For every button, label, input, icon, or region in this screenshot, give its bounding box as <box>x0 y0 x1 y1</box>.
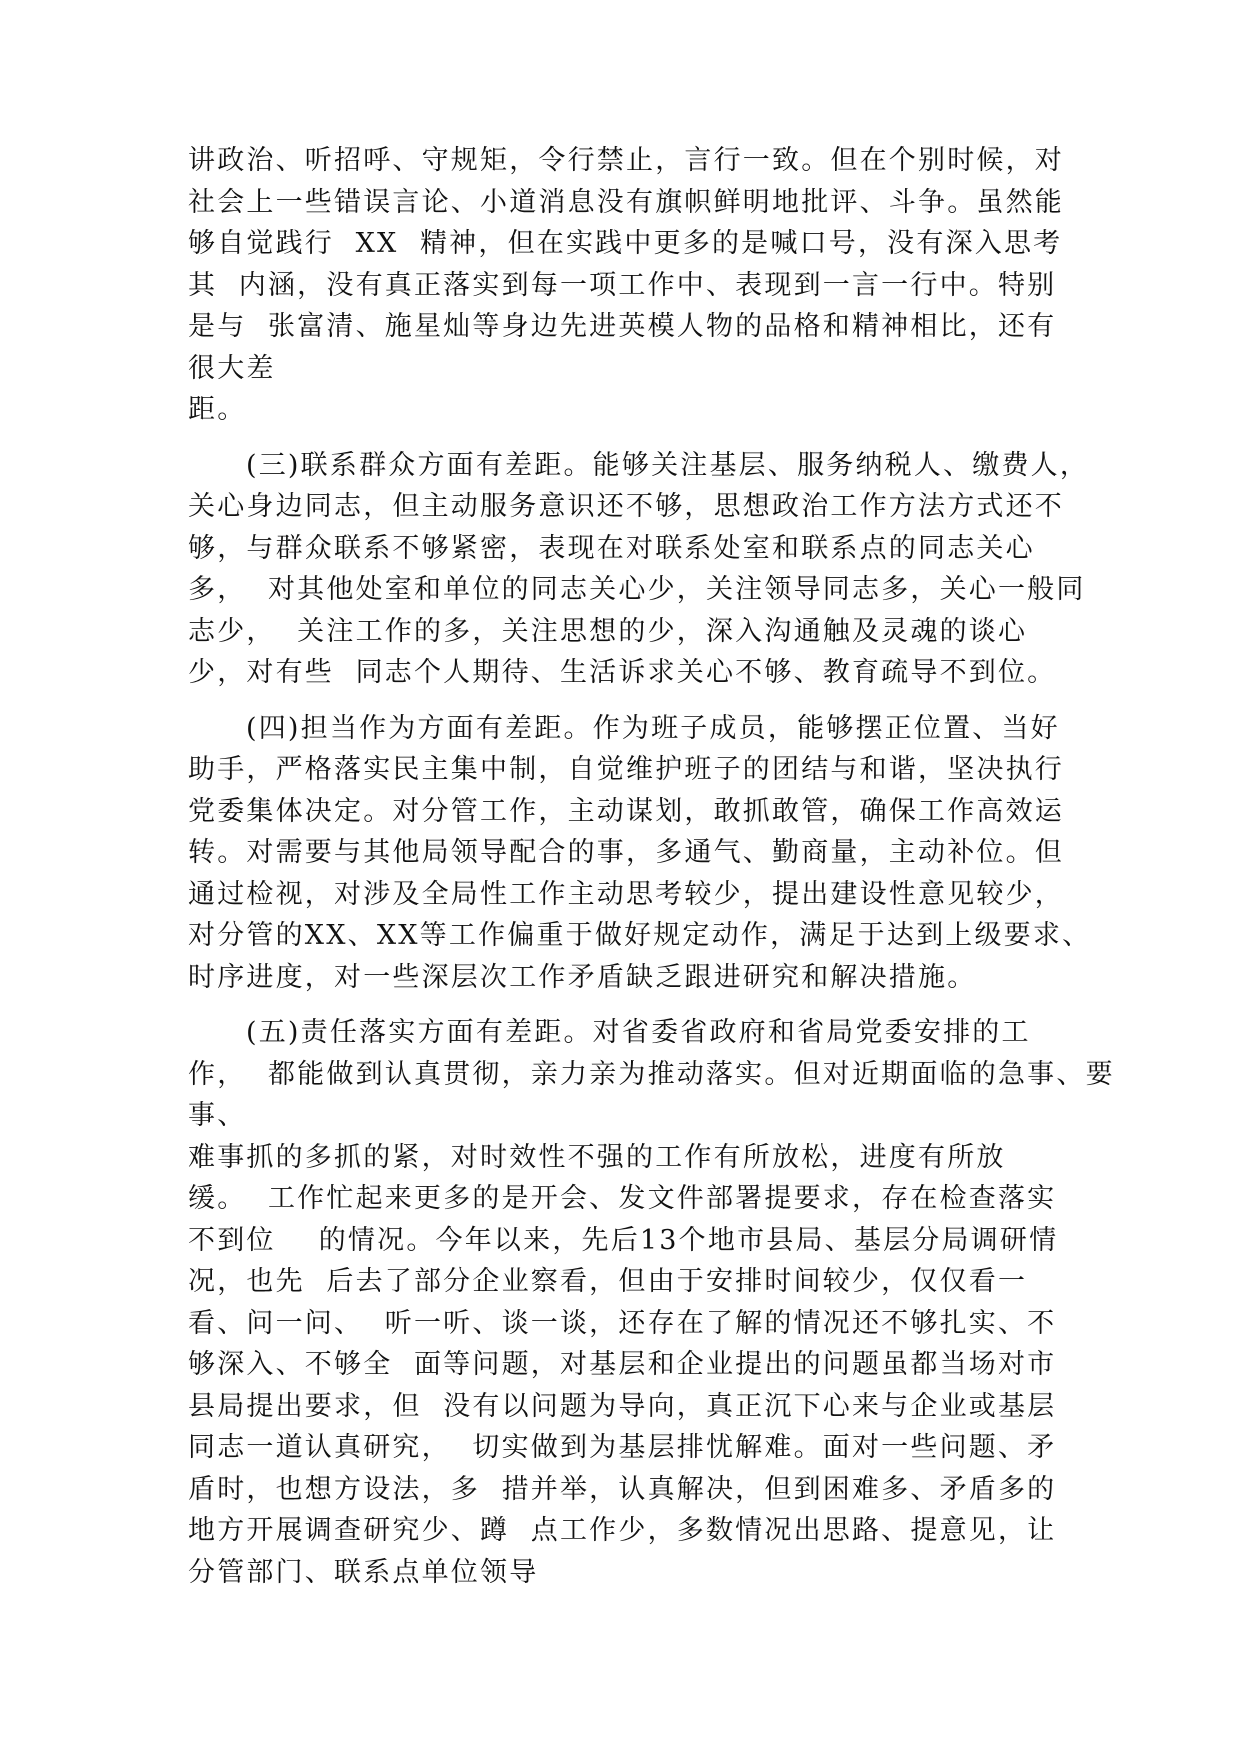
text-line: 分管部门、联系点单位领导 <box>188 1556 539 1588</box>
text-line: 够自觉践行 XX 精神，但在实践中更多的是喊口号，没有深入思考 <box>188 228 1063 259</box>
text-line: 够，与群众联系不够紧密，表现在对联系处室和联系点的同志关心 <box>188 532 1035 564</box>
section-heading-line: (五)责任落实方面有差距。对省委省政府和省局党委安排的工 <box>246 1017 1031 1048</box>
paragraph-politics-continued <box>188 140 1068 431</box>
text-line: 多， 对其他处室和单位的同志关心少，关注领导同志多，关心一般同 <box>188 574 1086 605</box>
text-line: 讲政治、听招呼、守规矩，令行禁止，言行一致。但在个别时候，对 <box>188 145 1064 176</box>
text-line: 时序进度，对一些深层次工作矛盾缺乏跟进研究和解决措施。 <box>188 961 977 993</box>
text-line: 盾时，也想方设法，多 措并举，认真解决，但到困难多、矛盾多的 <box>188 1473 1057 1505</box>
section-heading-line: (四)担当作为方面有差距。作为班子成员，能够摆正位置、当好 <box>246 712 1060 744</box>
text-line: 志少， 关注工作的多，关注思想的少，深入沟通触及灵魂的谈心 <box>188 615 1028 647</box>
text-line: 关心身边同志，但主动服务意识还不够，思想政治工作方法方式还不 <box>188 491 1064 522</box>
text-line: 社会上一些错误言论、小道消息没有旗帜鲜明地批评、斗争。虽然能 <box>188 186 1064 218</box>
text-line: 对分管的XX、XX等工作偏重于做好规定动作，满足于达到上级要求、 <box>188 920 1092 951</box>
text-line: 地方开展调查研究少、蹲 点工作少，多数情况出思路、提意见，让 <box>188 1515 1057 1546</box>
text-line: 缓。 工作忙起来更多的是开会、发文件部署提要求，存在检查落实 <box>188 1183 1057 1214</box>
text-line: 同志一道认真研究， 切实做到为基层排忧解难。面对一些问题、矛 <box>188 1432 1057 1463</box>
text-line: 党委集体决定。对分管工作，主动谋划，敢抓敢管，确保工作高效运 <box>188 795 1064 827</box>
text-line: 够深入、不够全 面等问题，对基层和企业提出的问题虽都当场对市 <box>188 1349 1057 1380</box>
paragraph-section-4 <box>188 708 1092 999</box>
text-line: 是与 张富清、施星灿等身边先进英模人物的品格和精神相比，还有 <box>188 311 1057 342</box>
text-line: 况，也先 后去了部分企业察看，但由于安排时间较少，仅仅看一 <box>188 1266 1028 1297</box>
text-line: 作， 都能做到认真贯彻，亲力亲为推动落实。但对近期面临的急事、要 <box>188 1058 1115 1090</box>
text-line: 不到位 的情况。今年以来，先后13个地市县局、基层分局调研情 <box>188 1224 1059 1256</box>
text-line: 通过检视，对涉及全局性工作主动思考较少，提出建设性意见较少， <box>188 878 1064 910</box>
text-line: 事、 <box>188 1100 247 1131</box>
text-line: 县局提出要求，但 没有以问题为导向，真正沉下心来与企业或基层 <box>188 1390 1057 1422</box>
text-line: 看、问一问、 听一听、谈一谈，还存在了解的情况还不够扎实、不 <box>188 1307 1057 1339</box>
section-heading-line: (三)联系群众方面有差距。能够关注基层、服务纳税人、缴费人， <box>246 449 1090 481</box>
text-line: 距。 <box>188 394 247 425</box>
document-body <box>188 140 1115 1593</box>
paragraph-section-5 <box>188 1012 1115 1593</box>
text-line: 很大差 <box>188 352 276 384</box>
text-line: 难事抓的多抓的紧，对时效性不强的工作有所放松，进度有所放 <box>188 1141 1006 1173</box>
text-line: 少，对有些 同志个人期待、生活诉求关心不够、教育疏导不到位。 <box>188 657 1057 688</box>
text-line: 其 内涵，没有真正落实到每一项工作中、表现到一言一行中。特别 <box>188 269 1057 301</box>
text-line: 转。对需要与其他局领导配合的事，多通气、勤商量，主动补位。但 <box>188 837 1064 868</box>
text-line: 助手，严格落实民主集中制，自觉维护班子的团结与和谐，坚决执行 <box>188 754 1064 785</box>
paragraph-section-3 <box>188 445 1090 694</box>
